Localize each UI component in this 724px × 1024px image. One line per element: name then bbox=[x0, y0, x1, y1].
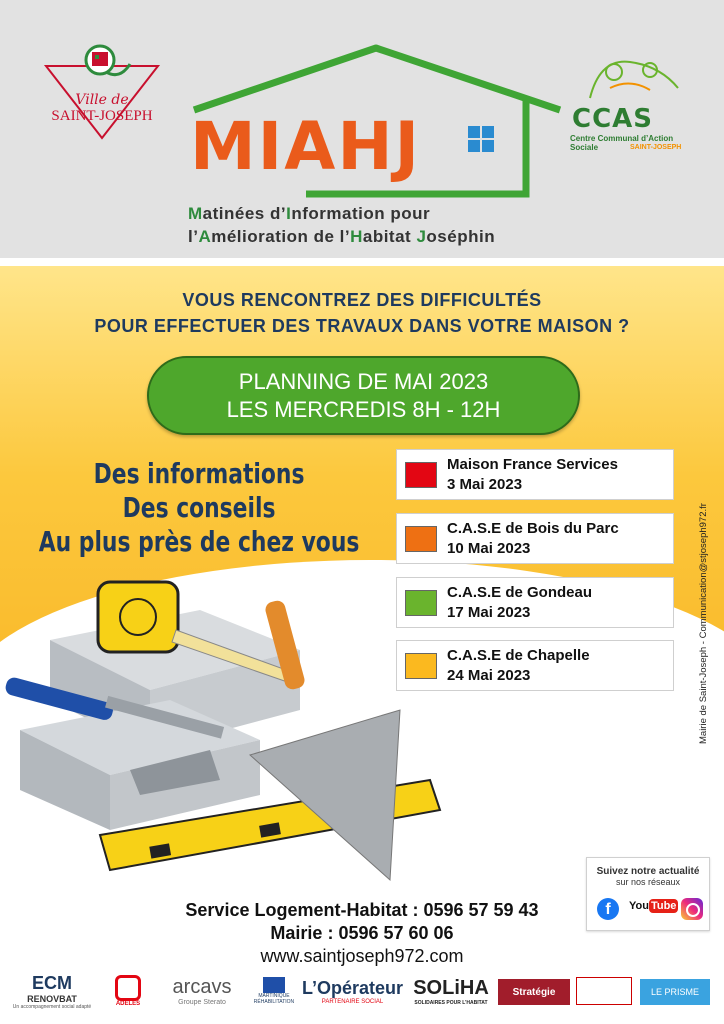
ccas-logo-title: CCAS bbox=[572, 104, 654, 134]
subtitle-text: atinées d’ bbox=[202, 204, 287, 223]
session-date: 10 Mai 2023 bbox=[447, 540, 531, 557]
session-place: Maison France Services bbox=[447, 456, 618, 473]
planning-line1: PLANNING DE MAI 2023 bbox=[238, 369, 489, 394]
loperateur-logo bbox=[301, 971, 404, 1011]
service-phone: Service Logement-Habitat : 0596 57 59 43 bbox=[185, 900, 539, 920]
subtitle-initial-m: M bbox=[188, 204, 203, 223]
session-color-square bbox=[405, 526, 437, 552]
soliha-logo bbox=[410, 971, 492, 1011]
mairie-phone: Mairie : 0596 57 60 06 bbox=[270, 923, 454, 943]
session-date: 24 Mai 2023 bbox=[447, 667, 531, 684]
operateur-sub: PARTENAIRE SOCIAL bbox=[321, 998, 384, 1005]
ecm-sub: RENOVBAT bbox=[27, 993, 77, 1004]
arcavs-logo bbox=[162, 971, 242, 1011]
subtitle-initial-a: A bbox=[198, 227, 212, 246]
website-link[interactable]: www.saintjoseph972.com bbox=[260, 946, 464, 966]
ecm-renovbat-logo bbox=[10, 971, 94, 1011]
subtitle-text: nformation pour bbox=[291, 204, 431, 223]
planning-line2: LES MERCREDIS 8H - 12H bbox=[226, 397, 501, 422]
session-date: 17 Mai 2023 bbox=[447, 604, 531, 621]
le-prisme-logo: LE PRISME bbox=[640, 979, 710, 1005]
session-color-square bbox=[405, 462, 437, 488]
question-heading bbox=[0, 287, 724, 339]
soliha-sub: SOLIDAIRES POUR L’HABITAT bbox=[414, 999, 488, 1006]
subtitle-line1 bbox=[188, 202, 528, 225]
ccas-logo bbox=[570, 48, 690, 158]
vertical-credit bbox=[696, 446, 712, 746]
facebook-icon[interactable]: f bbox=[597, 898, 619, 920]
miahj-subtitle bbox=[188, 202, 528, 248]
strategie-logo: Stratégie bbox=[498, 979, 570, 1005]
session-card bbox=[396, 513, 674, 564]
question-line2: POUR EFFECTUER DES TRAVAUX DANS VOTRE MAISON ? bbox=[94, 316, 630, 336]
youtube-you: You bbox=[629, 900, 649, 912]
social-line2: sur nos réseaux bbox=[615, 877, 681, 887]
arcavs-sub: Groupe Sterato bbox=[178, 999, 226, 1006]
martinique-text: MARTINIQUE RÉHABILITATION bbox=[253, 993, 295, 1005]
martinique-rehabilitation-logo bbox=[250, 971, 298, 1011]
session-place: C.A.S.E de Gondeau bbox=[447, 584, 593, 601]
subtitle-text: abitat bbox=[362, 227, 417, 246]
ville-de-saint-joseph-logo bbox=[42, 40, 162, 140]
adeles-text: ADELES bbox=[115, 1001, 141, 1007]
youtube-tube: Tube bbox=[650, 900, 677, 912]
subtitle-text: l’ bbox=[188, 227, 199, 246]
subtitle-initial-j: J bbox=[416, 227, 427, 246]
info-line1: Des informations bbox=[93, 457, 305, 490]
martinique-icon bbox=[263, 977, 285, 993]
ccas-logo-sub2: SAINT-JOSEPH bbox=[630, 144, 682, 151]
question-line1: VOUS RENCONTREZ DES DIFFICULTÉS bbox=[182, 290, 542, 310]
info-line2: Des conseils bbox=[122, 491, 276, 524]
ecm-tagline: Un accompagnement social adapté bbox=[12, 1003, 92, 1010]
ville-logo-line1: Ville de bbox=[75, 92, 129, 108]
contact-block bbox=[0, 899, 724, 968]
soliha-text: SOLiHA bbox=[413, 976, 489, 999]
info-line3: Au plus près de chez vous bbox=[38, 525, 360, 558]
adeles-logo bbox=[108, 971, 148, 1011]
vertical-credit-text: Mairie de Saint-Joseph - Communication@stjoseph972.fr bbox=[698, 503, 709, 744]
subtitle-initial-i: I bbox=[286, 204, 292, 223]
subtitle-line2 bbox=[188, 225, 528, 248]
operateur-text: L’Opérateur bbox=[301, 977, 404, 998]
ecm-text: ECM bbox=[32, 972, 72, 993]
social-line1: Suivez notre actualité bbox=[596, 866, 700, 877]
planning-banner bbox=[147, 356, 580, 435]
subtitle-text: oséphin bbox=[426, 227, 496, 246]
session-date: 3 Mai 2023 bbox=[447, 476, 523, 493]
adeles-house-icon bbox=[115, 975, 141, 1001]
miahj-title: MIAHJ bbox=[190, 108, 422, 185]
session-place: C.A.S.E de Bois du Parc bbox=[447, 520, 619, 537]
tools-illustration bbox=[0, 560, 450, 890]
ccas-logo-sub1: Centre Communal d’Action Sociale bbox=[570, 134, 674, 152]
subtitle-text: mélioration de l’ bbox=[211, 227, 351, 246]
session-place: C.A.S.E de Chapelle bbox=[447, 647, 590, 664]
contact-card-logo bbox=[576, 977, 632, 1005]
info-text bbox=[22, 457, 376, 559]
ville-logo-line2: SAINT-JOSEPH bbox=[51, 108, 153, 124]
session-card bbox=[396, 449, 674, 500]
partners-strip bbox=[0, 965, 724, 1020]
arcavs-text: arcavs bbox=[172, 976, 232, 998]
subtitle-initial-h: H bbox=[350, 227, 363, 246]
